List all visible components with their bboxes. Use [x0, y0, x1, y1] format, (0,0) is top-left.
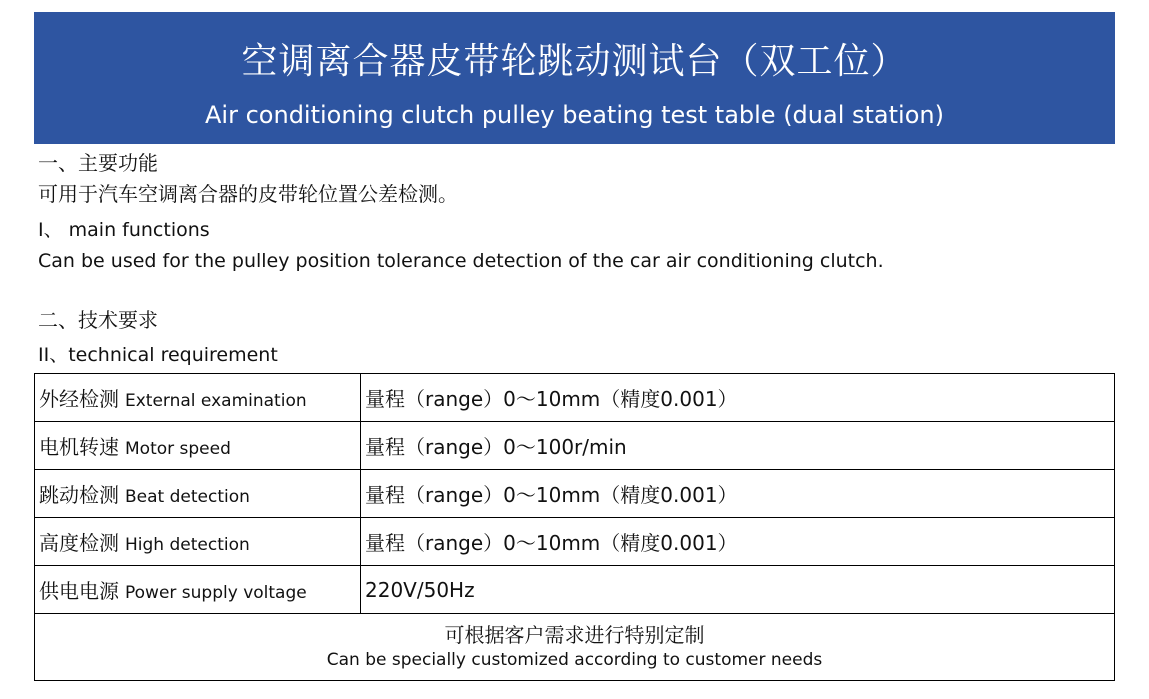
spec-label-en: Motor speed [125, 439, 231, 459]
table-row [35, 374, 1115, 422]
table-row [35, 470, 1115, 518]
customization-note-cn: 可根据客户需求进行特别定制 [444, 623, 705, 647]
section1-body-cn: 可用于汽车空调离合器的皮带轮位置公差检测。 [38, 182, 458, 206]
spec-value: 量程（range）0～100r/min [361, 422, 1115, 470]
table-row [35, 566, 1115, 614]
section1-body-en: Can be used for the pulley position tolerance detection of the car air conditioning clutch. [38, 250, 884, 272]
section1-heading-cn: 一、主要功能 [38, 151, 158, 175]
page-title-cn: 空调离合器皮带轮跳动测试台（双工位） [241, 41, 908, 82]
title-banner [34, 12, 1115, 144]
spec-label-en: High detection [125, 535, 250, 555]
spec-label-cell [35, 566, 361, 614]
spec-label-en: Beat detection [125, 487, 250, 507]
spec-value: 量程（range）0～10mm（精度0.001） [361, 518, 1115, 566]
table-row [35, 422, 1115, 470]
spec-value: 量程（range）0～10mm（精度0.001） [361, 374, 1115, 422]
spec-table [34, 373, 1115, 681]
spec-label-cn: 高度检测 [39, 531, 119, 555]
spec-label-cn: 供电电源 [39, 579, 119, 603]
spec-value: 量程（range）0～10mm（精度0.001） [361, 470, 1115, 518]
spec-label-cell [35, 374, 361, 422]
spec-value: 220V/50Hz [361, 566, 1115, 614]
spec-label-cell [35, 470, 361, 518]
spec-label-cell [35, 518, 361, 566]
spec-label-cn: 跳动检测 [39, 483, 119, 507]
spec-label-en: External examination [125, 391, 307, 411]
spec-label-cn: 外经检测 [39, 387, 119, 411]
spec-label-en: Power supply voltage [125, 583, 307, 603]
page-title-en: Air conditioning clutch pulley beating test table (dual station) [205, 101, 944, 129]
section2-heading-en: II、technical requirement [38, 344, 278, 366]
spec-label-cell [35, 422, 361, 470]
section1-heading-en: I、 main functions [38, 219, 210, 241]
customization-note-en: Can be specially customized according to customer needs [326, 650, 823, 670]
spec-label-cn: 电机转速 [39, 435, 119, 459]
section2-heading-cn: 二、技术要求 [38, 308, 158, 332]
table-footer-row [35, 614, 1115, 681]
table-row [35, 518, 1115, 566]
customization-note [35, 614, 1115, 681]
